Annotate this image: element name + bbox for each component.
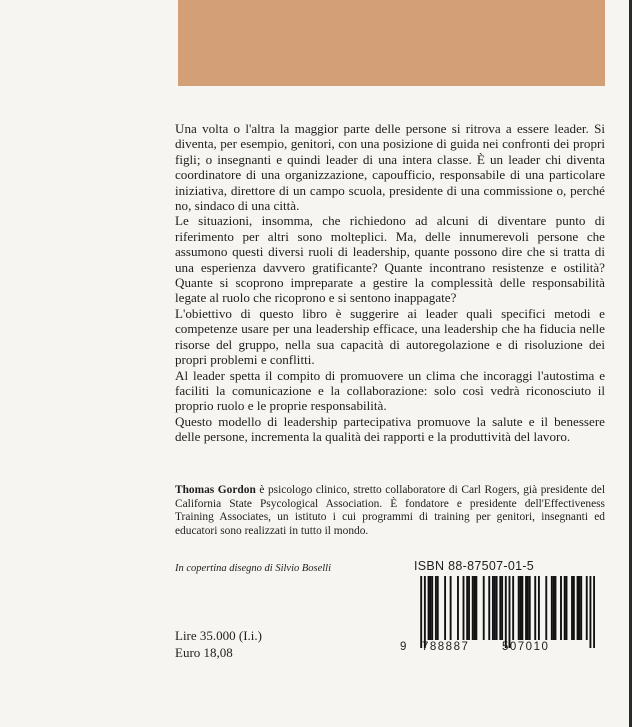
barcode-bar — [589, 576, 591, 648]
barcode-bar — [512, 576, 514, 640]
barcode-bar — [435, 576, 437, 640]
barcode-bar — [555, 576, 557, 640]
barcode-bar — [499, 576, 501, 640]
barcode-digits — [400, 641, 590, 653]
barcode-bar — [553, 576, 555, 640]
blurb-paragraph-5: Questo modello di leadership partecipativa promuove la salute e il benessere delle persone, incrementa la qualità dei rapporti e la produttività del lavoro. — [175, 413, 605, 445]
price-block — [175, 628, 262, 661]
barcode-bar — [428, 576, 430, 640]
barcode-bar — [566, 576, 568, 640]
isbn-label: ISBN 88-87507-01-5 — [414, 559, 535, 573]
barcode-bar — [431, 576, 433, 640]
barcode-bar — [578, 576, 580, 640]
price-euro: Euro 18,08 — [175, 644, 233, 660]
barcode-bar — [564, 576, 566, 640]
cover-credit: In copertina disegno di Silvio Boselli — [175, 563, 332, 574]
blurb-paragraph-2: Le situazioni, insomma, che richiedono ad alcuni di diventare punto di riferimento per altri sono molteplici. Ma, delle innumerevoli persone che assumono questi diversi ruoli di leadership, quante possono dire che si tratta di una esperienza davvero gratificante? Quante incontrano resistenze e ostilità? Quante si scoprono impreparate a gestire la complessità delle responsabilità legate al ruolo che ricoprono e si sentono inappagate? — [175, 213, 605, 306]
barcode-bar — [586, 576, 588, 640]
barcode-bar — [518, 576, 520, 640]
ean-lead-digit: 9 — [400, 641, 407, 653]
blurb-paragraph-4: Al leader spetta il compito di promuovere un clima che incoraggi l'autostima e faciliti la comunicazione e la collaborazione: solo così vedrà riconosciuto il proprio ruolo e le proprie responsabilità. — [175, 367, 605, 414]
author-name: Thomas Gordon — [175, 484, 256, 496]
barcode-bar — [475, 576, 477, 640]
barcode-bar — [509, 576, 511, 648]
barcode-bar — [444, 576, 446, 640]
barcode-bar — [450, 576, 452, 640]
barcode-bar — [466, 576, 468, 640]
blurb — [175, 121, 605, 445]
barcode-bar — [571, 576, 573, 640]
barcode-bar — [520, 576, 522, 640]
barcode-bar — [457, 576, 459, 640]
barcode-bar — [573, 576, 575, 640]
barcode — [400, 576, 595, 648]
barcode-bar — [496, 576, 498, 640]
barcode-bar — [492, 576, 494, 640]
barcode-bar — [494, 576, 496, 640]
barcode-bar — [577, 576, 579, 640]
author-bio — [175, 484, 605, 538]
barcode-bar — [488, 576, 490, 640]
barcode-bar — [545, 576, 547, 640]
barcode-bar — [529, 576, 531, 640]
barcode-bar — [521, 576, 523, 640]
barcode-bar — [474, 576, 476, 640]
author-bio-text: è psicologo clinico, stretto collaboratore di Carl Rogers, già presidente del California State Psycological Association. È fondatore e presidente dell'Effectiveness Training Associates, un istituto i cui programmi di training per genitori, insegnanti ed educatori sono realizzati in tutto il mondo. — [175, 484, 605, 537]
barcode-bar — [538, 576, 540, 640]
barcode-bar — [580, 576, 582, 640]
barcode-bar — [472, 576, 474, 640]
ean-left-group: 788887 — [422, 641, 470, 653]
barcode-bar — [420, 576, 422, 648]
barcode-bar — [501, 576, 503, 640]
barcode-bar — [534, 576, 536, 640]
barcode-bar — [468, 576, 470, 640]
barcode-bar — [429, 576, 431, 640]
barcode-bar — [527, 576, 529, 640]
barcode-bar — [593, 576, 595, 648]
ean-right-group: 507010 — [502, 641, 550, 653]
barcode-bar — [437, 576, 439, 640]
barcode-bar — [525, 576, 527, 640]
barcode-bar — [463, 576, 465, 640]
price-lire: Lire 35.000 (I.i.) — [175, 628, 263, 643]
blurb-paragraph-3: L'obiettivo di questo libro è suggerire ai leader quali specifici metodi e competenze usare per una leadership efficace, una leadership che ha fiducia nelle risorse del gruppo, nella sua capacità di autoregolazione e di risoluzione dei propri problemi e conflitti. — [175, 305, 605, 368]
header-color-band — [178, 0, 605, 86]
barcode-bar — [483, 576, 485, 640]
barcode-bar — [560, 576, 562, 640]
barcode-bar — [424, 576, 426, 648]
blurb-paragraph-1: Una volta o l'altra la maggior parte delle persone si ritrova a essere leader. Si diventa, per esempio, genitori, con una posizione di guida nei confronti dei propri figli; o insegnanti e quindi leader di una intera classe. È un leader chi diventa coordinatore di una organizzazione, capoufficio, responsabile di una particolare iniziativa, direttore di un campo scuola, presidente di una commissione o, perché no, sindaco di una città. — [175, 121, 605, 214]
barcode-bar — [505, 576, 507, 648]
barcode-bar — [551, 576, 553, 640]
